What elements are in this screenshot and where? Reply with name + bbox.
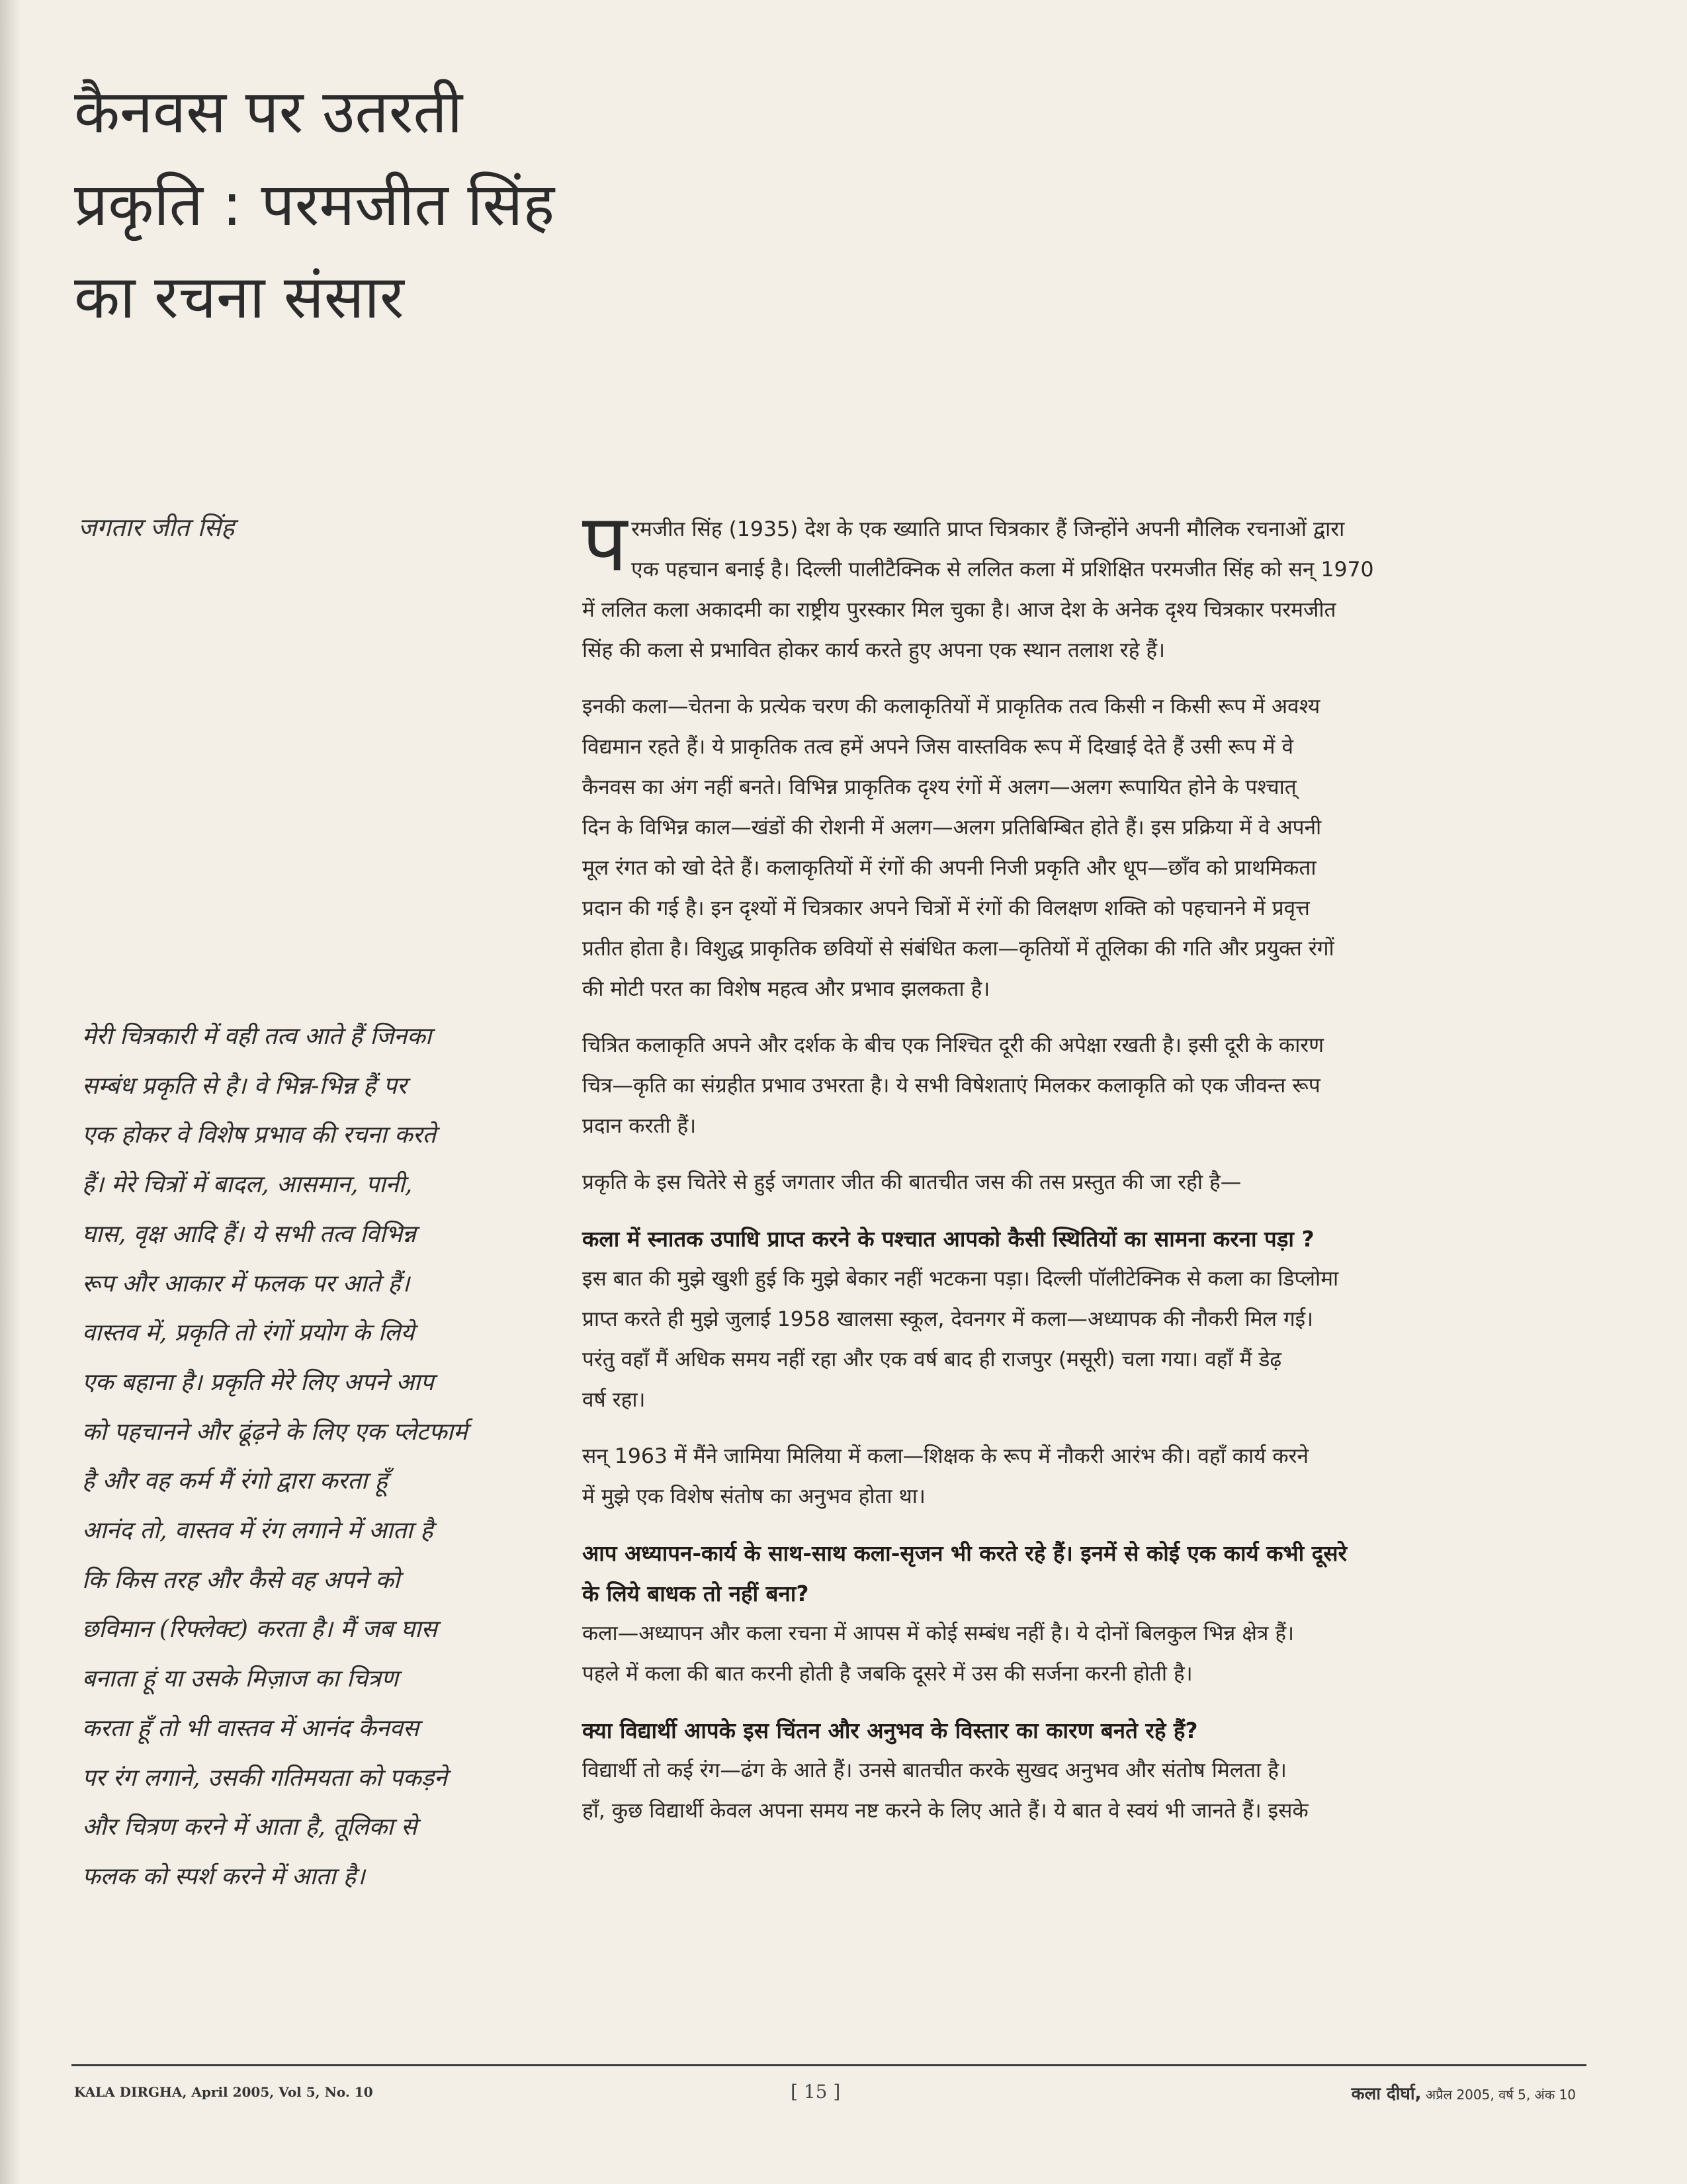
title-line: प्रकृति : परमजीत सिंह [74, 170, 555, 240]
text-line: कला में स्नातक उपाधि प्राप्त करने के पश्चात आपको कैसी स्थितियों का सामना करना पड़ा ? [582, 1226, 1315, 1252]
text-line: दिन के विभिन्न काल—खंडों की रोशनी में अलग—अलग प्रतिबिम्बित होते हैं। इस प्रक्रिया में वे अपनी [582, 816, 1322, 840]
text-line: प्रदान करती हैं। [582, 1114, 697, 1138]
text-line: में मुझे एक विशेष संतोष का अनुभव होता था। [582, 1485, 926, 1508]
interview-question [582, 1533, 1575, 1614]
text-line: इनकी कला—चेतना के प्रत्येक चरण की कलाकृतियों में प्राकृतिक तत्व किसी न किसी रूप में अवश्य [582, 695, 1320, 719]
pull-quote-line: और चित्रण करने में आता है, तूलिका से [82, 1813, 417, 1841]
pull-quote-line: पर रंग लगाने, उसकी गतिमयता को पकड़ने [82, 1764, 447, 1792]
pull-quote-line: वास्तव में, प्रकृति तो रंगों प्रयोग के लिये [82, 1319, 415, 1347]
text-line: कला—अध्यापन और कला रचना में आपस में कोई सम्बंध नहीं है। ये दोनों बिलकुल भिन्न क्षेत्र हैं। [582, 1622, 1295, 1645]
pull-quote-line: बनाता हूं या उसके मिज़ाज का चित्रण [82, 1665, 399, 1693]
footer-journal-info: KALA DIRGHA, April 2005, Vol 5, No. 10 [74, 2084, 373, 2100]
text-line: के लिये बाधक तो नहीं बना? [582, 1581, 809, 1606]
text-line: प्रदान की गई है। इन दृश्यों में चित्रकार अपने चित्रों में रंगों की विलक्षण शक्ति को पहचानने में प्रवृत्त [582, 896, 1310, 920]
drop-cap: प [582, 498, 628, 590]
footer-journal-info-hindi [1352, 2081, 1576, 2105]
text-line: सिंह की कला से प्रभावित होकर कार्य करते हुए अपना एक स्थान तलाश रहे हैं। [582, 638, 1166, 662]
text-line: प्रकृति के इस चितेरे से हुई जगतार जीत की बातचीत जस की तस प्रस्तुत की जा रही है— [582, 1170, 1242, 1194]
interview-question [582, 1219, 1575, 1259]
pull-quote [82, 1012, 519, 1902]
text-line: पहले में कला की बात करनी होती है जबकि दूसरे में उस की सर्जना करनी होती है। [582, 1662, 1193, 1686]
text-line: विद्यार्थी तो कई रंग—ढंग के आते हैं। उनसे बातचीत करके सुखद अनुभव और संतोष मिलता है। [582, 1759, 1287, 1782]
text-line: कैनवस का अंग नहीं बनते। विभिन्न प्राकृतिक दृश्य रंगों में अलग—अलग रूपायित होने के पश्चात् [582, 775, 1297, 799]
article-title [74, 66, 577, 344]
pull-quote-line: है और वह कर्म मैं रंगो द्वारा करता हूँ [82, 1467, 388, 1495]
pull-quote-line: फलक को स्पर्श करने में आता है। [82, 1862, 365, 1890]
text-line: में ललित कला अकादमी का राष्ट्रीय पुरस्कार मिल चुका है। आज देश के अनेक दृश्य चित्रकार परमजीत [582, 598, 1336, 622]
interview-answer [582, 1259, 1575, 1420]
pull-quote-line: रूप और आकार में फलक पर आते हैं। [82, 1270, 410, 1297]
pull-quote-line: सम्बंध प्रकृति से है। वे भिन्न-भिन्न हैं पर [82, 1072, 407, 1100]
pull-quote-line: घास, वृक्ष आदि हैं। ये सभी तत्व विभिन्न [82, 1220, 416, 1248]
text-line: मूल रंगत को खो देते हैं। कलाकृतियों में रंगों की अपनी निजी प्रकृति और धूप—छाँव को प्राथमिकता [582, 856, 1317, 880]
footer-issue: अप्रैल 2005, वर्ष 5, अंक 10 [1421, 2087, 1576, 2103]
text-line: आप अध्यापन-कार्य के साथ-साथ कला-सृजन भी करते रहे हैं। इनमें से कोई एक कार्य कभी दूसरे [582, 1540, 1348, 1566]
interview-question [582, 1710, 1575, 1751]
text-line: एक पहचान बनाई है। दिल्ली पालीटैक्निक से ललित कला में प्रशिक्षित परमजीत सिंह को सन् 1970 [631, 558, 1374, 582]
author-byline: जगतार जीत सिंह [78, 513, 235, 542]
text-line: रमजीत सिंह (1935) देश के एक ख्याति प्राप्त चित्रकार हैं जिन्होंने अपनी मौलिक रचनाओं द्वारा [631, 517, 1345, 541]
pull-quote-line: आनंद तो, वास्तव में रंग लगाने में आता है [82, 1517, 433, 1545]
interview-answer [582, 1436, 1575, 1517]
scan-edge [0, 0, 19, 2184]
text-line: विद्यमान रहते हैं। ये प्राकृतिक तत्व हमें अपने जिस वास्तविक रूप में दिखाई देते हैं उसी रूप में वे [582, 735, 1294, 759]
intro-paragraph [582, 498, 1575, 671]
text-line: प्राप्त करते ही मुझे जुलाई 1958 खालसा स्कूल, देवनगर में कला—अध्यापक की नौकरी मिल गई। [582, 1307, 1314, 1331]
text-line: हाँ, कुछ विद्यार्थी केवल अपना समय नष्ट करने के लिए आते हैं। ये बात वे स्वयं भी जानते हैं। इसके [582, 1799, 1309, 1823]
text-line: चित्र—कृति का संग्रहीत प्रभाव उभरता है। ये सभी विषेशताएं मिलकर कलाकृति को एक जीवन्त रूप [582, 1074, 1320, 1098]
pull-quote-line: एक बहाना है। प्रकृति मेरे लिए अपने आप [82, 1368, 434, 1396]
text-line: प्रतीत होता है। विशुद्ध प्राकृतिक छवियों से संबंधित कला—कृतियों में तूलिका की गति और प्रयुक्त रंगों [582, 937, 1334, 961]
page-number: [ 15 ] [791, 2081, 841, 2103]
pull-quote-line: मेरी चित्रकारी में वही तत्व आते हैं जिनका [82, 1023, 432, 1050]
pull-quote-line: कि किस तरह और कैसे वह अपने को [82, 1566, 400, 1594]
interview-answer [582, 1751, 1575, 1831]
pull-quote-line: करता हूँ तो भी वास्तव में आनंद कैनवस [82, 1714, 419, 1742]
text-line: वर्ष रहा। [582, 1388, 646, 1412]
pull-quote-line: हैं। मेरे चित्रों में बादल, आसमान, पानी, [82, 1171, 413, 1199]
text-line: इस बात की मुझे खुशी हुई कि मुझे बेकार नहीं भटकना पड़ा। दिल्ली पॉलीटेक्निक से कला का डिप्लोमा [582, 1267, 1339, 1291]
paragraph [582, 1162, 1575, 1203]
pull-quote-line: एक होकर वे विशेष प्रभाव की रचना करते [82, 1121, 436, 1149]
text-line: क्या विद्यार्थी आपके इस चिंतन और अनुभव के विस्तार का कारण बनते रहे हैं? [582, 1718, 1198, 1743]
text-line: परंतु वहाँ मैं अधिक समय नहीं रहा और एक वर्ष बाद ही राजपुर (मसूरी) चला गया। वहाँ मैं डेढ़ [582, 1348, 1282, 1372]
paragraph [582, 687, 1575, 1010]
paragraph [582, 1026, 1575, 1147]
footer-journal-name: कला दीर्घा, [1351, 2084, 1422, 2104]
pull-quote-line: को पहचानने और ढूंढ़ने के लिए एक प्लेटफार्म [82, 1418, 468, 1446]
pull-quote-line: छविमान (रिफ्लेक्ट) करता है। मैं जब घास [82, 1616, 437, 1643]
text-line: सन् 1963 में मैंने जामिया मिलिया में कला—शिक्षक के रूप में नौकरी आरंभ की। वहाँ कार्य करने [582, 1444, 1309, 1468]
text-line: की मोटी परत का विशेष महत्व और प्रभाव झलकता है। [582, 977, 990, 1001]
text-line: चित्रित कलाकृति अपने और दर्शक के बीच एक निश्चित दूरी की अपेक्षा रखती है। इसी दूरी के कारण [582, 1033, 1324, 1057]
title-line: कैनवस पर उतरती [74, 77, 463, 147]
interview-answer [582, 1614, 1575, 1694]
article-body [582, 498, 1575, 1847]
footer-rule [71, 2064, 1586, 2066]
title-line: का रचना संसार [74, 263, 404, 332]
